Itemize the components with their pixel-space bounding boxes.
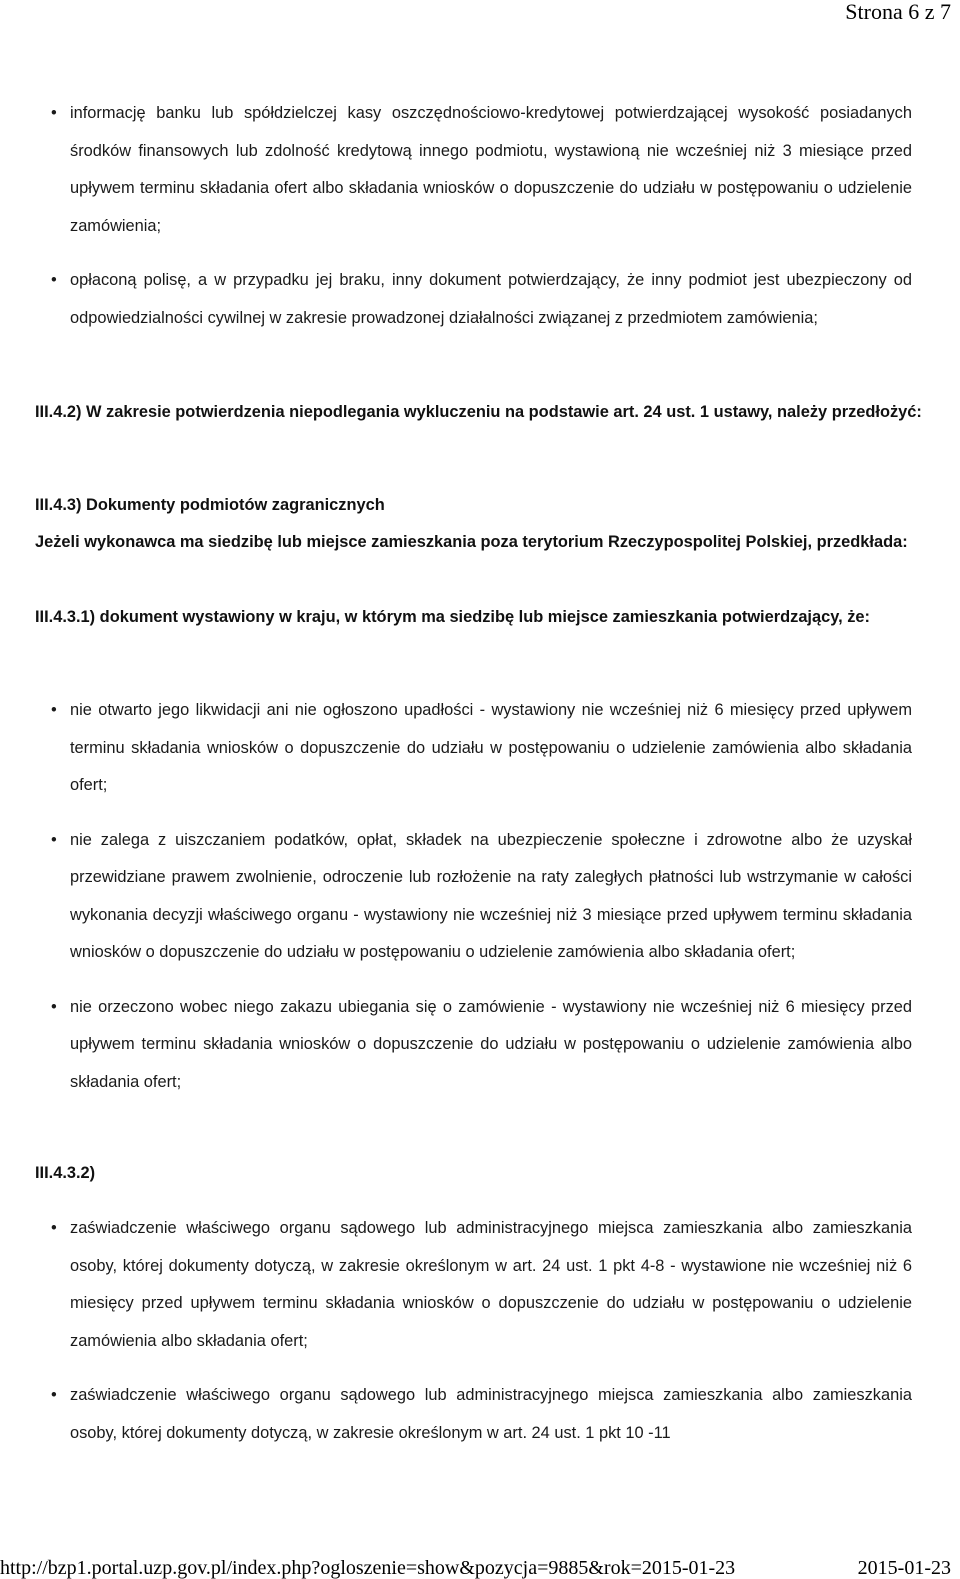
list-foreign-documents	[35, 692, 912, 1101]
list-item: • nie otwarto jego likwidacji ani nie ogłoszono upadłości - wystawiony nie wcześniej niż 6 miesięcy przed upływem terminu składania wniosków o dopuszczenie do udziału w postępowaniu o udzielenie zamówienia albo składania ofert;	[35, 692, 912, 805]
section-intro-foreign: Jeżeli wykonawca ma siedzibę lub miejsce zamieszkania poza terytorium Rzeczypospolitej Polskiej, przedkłada:	[35, 533, 908, 551]
page-number: Strona 6 z 7	[845, 0, 951, 24]
list-item: • zaświadczenie właściwego organu sądowego lub administracyjnego miejsca zamieszkania albo zamieszkania osoby, której dokumenty dotyczą, w zakresie określonym w art. 24 ust. 1 pkt 10 -11	[35, 1377, 912, 1452]
list-item: • zaświadczenie właściwego organu sądowego lub administracyjnego miejsca zamieszkania albo zamieszkania osoby, której dokumenty dotyczą, w zakresie określonym w art. 24 ust. 1 pkt 4-8 - wystawione nie wcześniej niż 6 miesięcy przed upływem terminu składania wniosków o dopuszczenie do udziału w postępowaniu o udzielenie zamówienia albo składania ofert;	[35, 1210, 912, 1360]
footer-date: 2015-01-23	[857, 1557, 951, 1579]
list-item: • nie zalega z uiszczaniem podatków, opłat, składek na ubezpieczenie społeczne i zdrowotne albo że uzyskał przewidziane prawem zwolnienie, odroczenie lub rozłożenie na raty zaległych płatności lub wstrzymanie w całości wykonania decyzji właściwego organu - wystawiony nie wcześniej niż 3 miesiące przed upływem terminu składania wniosków o dopuszczenie do udziału w postępowaniu o udzielenie zamówienia albo składania ofert;	[35, 822, 912, 972]
list-item: • informację banku lub spółdzielczej kasy oszczędnościowo-kredytowej potwierdzającej wysokość posiadanych środków finansowych lub zdolność kredytową innego podmiotu, wystawioną nie wcześniej niż 3 miesiące przed upływem terminu składania ofert albo składania wniosków o dopuszczenie do udziału w postępowaniu o udzielenie zamówienia;	[35, 95, 912, 245]
section-heading-iii-4-3-2: III.4.3.2)	[35, 1164, 96, 1182]
list-court-certificates	[35, 1210, 912, 1452]
footer-url: http://bzp1.portal.uzp.gov.pl/index.php?ogloszenie=show&pozycja=9885&rok=2015-01-23	[0, 1557, 736, 1579]
list-item: • nie orzeczono wobec niego zakazu ubiegania się o zamówienie - wystawiony nie wcześniej niż 6 miesięcy przed upływem terminu składania wniosków o dopuszczenie do udziału w postępowaniu o udzielenie zamówienia albo składania ofert;	[35, 989, 912, 1102]
section-heading-iii-4-2: III.4.2) W zakresie potwierdzenia niepodlegania wykluczeniu na podstawie art. 24 ust. 1 ustawy, należy przedłożyć:	[35, 403, 922, 421]
section-heading-iii-4-3: III.4.3) Dokumenty podmiotów zagranicznych	[35, 496, 385, 514]
section-heading-iii-4-3-1: III.4.3.1) dokument wystawiony w kraju, w którym ma siedzibę lub miejsce zamieszkania potwierdzający, że:	[35, 608, 870, 626]
list-financial-documents	[35, 95, 912, 337]
list-item: • opłaconą polisę, a w przypadku jej braku, inny dokument potwierdzający, że inny podmiot jest ubezpieczony od odpowiedzialności cywilnej w zakresie prowadzonej działalności związanej z przedmiotem zamówienia;	[35, 262, 912, 337]
